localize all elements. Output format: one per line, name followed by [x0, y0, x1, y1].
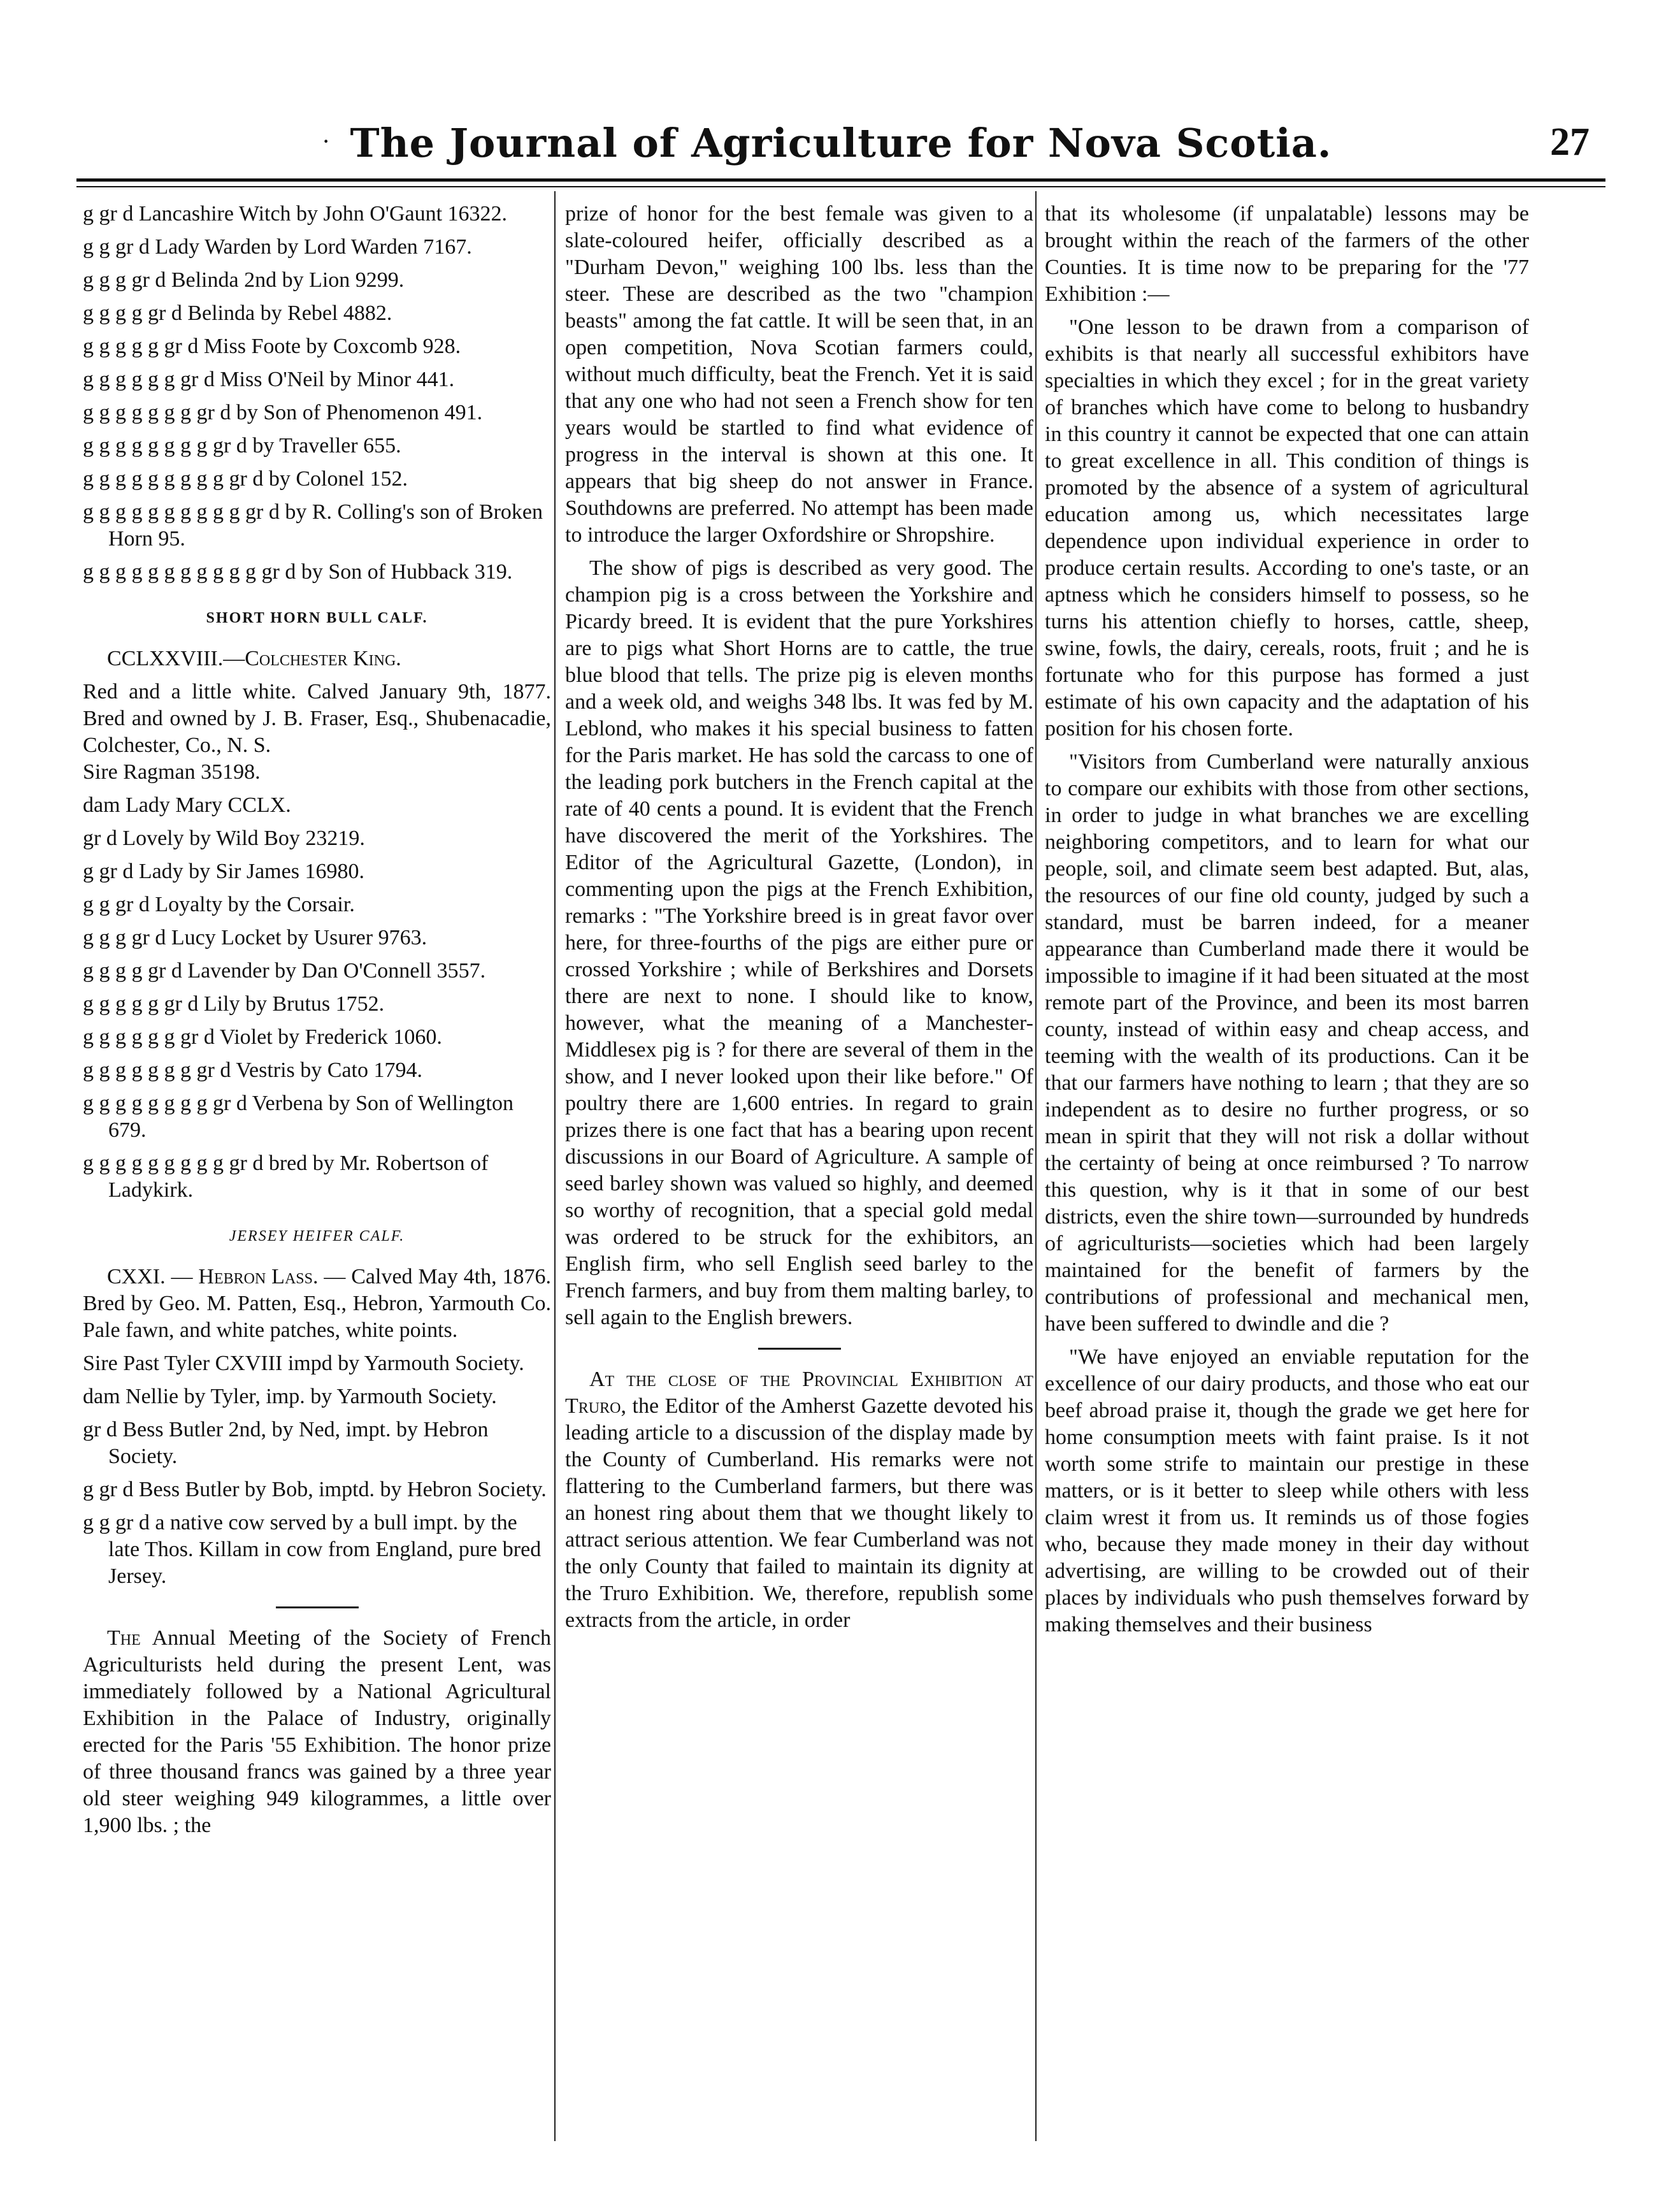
- entry-title: CCLXXVIII.—Colchester King.: [107, 647, 401, 670]
- section-heading-bull-calf: SHORT HORN BULL CALF.: [206, 610, 428, 626]
- pedigree-list-3: [83, 1350, 551, 1590]
- entry-heading: [83, 1264, 551, 1344]
- entry-heading: [83, 646, 551, 672]
- pedigree-line: g g g g gr d Belinda by Rebel 4882.: [83, 301, 392, 325]
- column-1: [83, 201, 551, 1845]
- pedigree-line: g gr d Lady by Sir James 16980.: [83, 860, 364, 883]
- article-paragraph: "One lesson to be drawn from a comparison of exhibits is that nearly all successful exhibitors have specialties in which they excel ; for in the great variety of branches which have come to belong to husbandry in this country it cannot be expected that one can attain to great excellence in all. This condition of things is promoted by the absence of a system of agricultural education among us, which necessitates large dependence upon individual experience in order to produce certain results. According to one's taste, or an aptness which he considers himself to possess, so he turns his attention chiefly to horses, cattle, sheep, swine, fowls, the dairy, cereals, roots, fruit ; and he is fortunate who for this purpose has formed a just estimate of his own capacity and the adaptation of his position for his chosen forte.: [1045, 315, 1529, 740]
- page-header: [76, 96, 1605, 172]
- article-paragraph: that its wholesome (if unpalatable) lessons may be brought within the reach of the farmers of the other Counties. It is time now to be preparing for the '77 Exhibition :—: [1045, 202, 1529, 306]
- pedigree-line: g g g g g g g g gr d Verbena by Son of Wellington 679.: [83, 1092, 513, 1142]
- lead-in: At the close of the Provincial Exhibition at Truro,: [565, 1368, 1033, 1418]
- column-divider-1: [554, 191, 556, 2141]
- pedigree-line: g g g g g g g gr d by Son of Phenomenon 491.: [83, 401, 483, 424]
- article-paragraph: The show of pigs is described as very good. The champion pig is a cross between the Yorkshire and Picardy breed. It is evident that the pure Yorkshires are to pigs what Short Horns are to cattle, the true blue blood that tells. The prize pig is eleven months and a week old, and weighs 348 lbs. It was fed by M. Leblond, who makes it his special business to fatten for the Paris market. He has sold the carcass to one of the leading pork butchers in the French capital at the rate of 40 cents a pound. It is evident that the French have discovered the merit of the Yorkshires. The Editor of the Agricultural Gazette, (London), in commenting upon the pigs at the French Exhibition, remarks : "The Yorkshire breed is in great favor over here, for three-fourths of the pigs are either pure or crossed Yorkshire ; while of Berkshires and Dorsets there are next to none. I should like to know, however, what the meaning of a Manchester-Middlesex pig is ? for there are several of them in the show, and I never looked upon their like before." Of poultry there are 1,600 entries. In regard to grain prizes there is one fact that has a bearing upon recent discussions in our Board of Agriculture. A sample of seed barley shown was valued so highly, and deemed so worthy of recognition, that a special gold medal was ordered to be struck for the exhibitors, an English firm, who sell English seed barley to the French farmers, and buy from them malting barley, to sell again to the English brewers.: [565, 556, 1033, 1329]
- column-2: [565, 201, 1033, 1640]
- pedigree-line: g g g g g gr d Miss Foote by Coxcomb 928.: [83, 335, 461, 358]
- pedigree-line: dam Lady Mary CCLX.: [83, 793, 291, 817]
- pedigree-line: g g g gr d Belinda 2nd by Lion 9299.: [83, 268, 405, 292]
- pedigree-line: g g gr d Lady Warden by Lord Warden 7167.: [83, 235, 472, 259]
- pedigree-line: Sire Ragman 35198.: [83, 760, 261, 784]
- article-paragraph: "Visitors from Cumberland were naturally anxious to compare our exhibits with those from other sections, in order to judge in what branches we are excelling neighboring competitors, and to learn for what our people, soil, and climate seem best adapted. But, alas, the resources of our fine old county, judged by such a standard, must be barren indeed, for a meaner appearance than Cumberland made there it would be impossible to imagine if it had been situated at the most remote part of the Province, and been its most barren county, instead of within easy and cheap access, and teeming with the wealth of its productions. Can it be that our farmers have nothing to learn ; that they are so independent as to desire no further progress, or so mean in spirit that they will not risk a dollar without the certainty of being at once reimbursed ? To narrow this question, why is it that in some of our best districts, even the shire town—surrounded by hundreds of agriculturists—societies which had been largely maintained for the benefit of farmers by the contributions of professional and mechanical men, have been suffered to dwindle and die ?: [1045, 750, 1529, 1336]
- column-3: [1045, 201, 1529, 1645]
- pedigree-line: g g g g gr d Lavender by Dan O'Connell 3557.: [83, 959, 486, 983]
- header-rule: [76, 178, 1605, 182]
- pedigree-line: g g g g g g gr d Miss O'Neil by Minor 441.: [83, 368, 455, 391]
- pedigree-line: gr d Bess Butler 2nd, by Ned, impt. by Hebron Society.: [83, 1418, 489, 1468]
- pedigree-line: g g gr d a native cow served by a bull impt. by the late Thos. Killam in cow from England, pure bred Jersey.: [83, 1511, 542, 1588]
- dropcap-word: The: [107, 1626, 141, 1650]
- pedigree-line: gr d Lovely by Wild Boy 23219.: [83, 826, 365, 850]
- pedigree-line: g g g g g g g gr d Vestris by Cato 1794.: [83, 1058, 422, 1082]
- article-paragraph: [565, 1366, 1033, 1634]
- paragraph-text: the Editor of the Amherst Gazette devoted his leading article to a discussion of the display made by the County of Cumberland. His remarks were not flattering to the Cumberland farmers, but there was an honest ring about them that we thought likely to attract serious attention. We fear Cumberland was not the only County that failed to maintain its dignity at the Truro Exhibition. We, therefore, republish some extracts from the article, in order: [565, 1394, 1033, 1632]
- entry-title: CXXI. — Hebron Lass. —: [107, 1265, 346, 1288]
- entry-body: Calved May 4th, 1876. Bred by Geo. M. Patten, Esq., Hebron, Yarmouth Co. Pale fawn, and white patches, white points.: [83, 1265, 551, 1342]
- pedigree-list-1: [83, 201, 551, 586]
- section-heading-jersey-heifer: JERSEY HEIFER CALF.: [229, 1228, 405, 1245]
- pedigree-line: g g g gr d Lucy Locket by Usurer 9763.: [83, 926, 427, 949]
- pedigree-line: g g g g g g g g g gr d by Colonel 152.: [83, 467, 408, 491]
- section-divider: [276, 1606, 359, 1608]
- article-paragraph: [83, 1625, 551, 1839]
- section-divider: [758, 1348, 841, 1350]
- header-rule-thin: [76, 186, 1605, 187]
- pedigree-line: g g g g g g g g g gr d bred by Mr. Robertson of Ladykirk.: [83, 1151, 489, 1202]
- masthead-title: The Journal of Agriculture for Nova Scotia.: [350, 120, 1332, 166]
- pedigree-line: g g gr d Loyalty by the Corsair.: [83, 893, 355, 916]
- pedigree-line: g gr d Lancashire Witch by John O'Gaunt 16322.: [83, 202, 508, 226]
- pedigree-line: dam Nellie by Tyler, imp. by Yarmouth Society.: [83, 1385, 497, 1408]
- article-paragraph: "We have enjoyed an enviable reputation for the excellence of our dairy products, and those who eat our beef abroad praise it, though the grade we get here for home consumption meets with faint praise. Is it not worth some strife to maintain our prestige in these matters, or is it better to sleep while others with less claim wrest it from us. It reminds us of those fogies who, because they made money in their day without advertising, are willing to be crowded out of their places by individuals who push themselves forward by making themselves and their business: [1045, 1345, 1529, 1636]
- paragraph-text: Annual Meeting of the Society of French Agriculturists held during the present Lent, was immediately followed by a National Agricultural Exhibition in the Palace of Industry, originally erected for the Paris '55 Exhibition. The honor prize of three thousand francs was gained by a three year old steer weighing 949 kilogrammes, a little over 1,900 lbs. ; the: [83, 1626, 551, 1837]
- pedigree-line: g g g g g g gr d Violet by Frederick 1060.: [83, 1025, 442, 1049]
- pedigree-line: g g g g g g g g g g g gr d by Son of Hubback 319.: [83, 560, 513, 584]
- entry-body: Red and a little white. Calved January 9th, 1877. Bred and owned by J. B. Fraser, Esq., Shubenacadie, Colchester, Co., N. S.: [83, 680, 551, 757]
- pedigree-line: g g g g g g g g g g gr d by R. Colling's son of Broken Horn 95.: [83, 500, 543, 551]
- pedigree-line: g g g g g g g g gr d by Traveller 655.: [83, 434, 401, 458]
- header-dot: ·: [322, 127, 331, 155]
- pedigree-line: g g g g g gr d Lily by Brutus 1752.: [83, 992, 385, 1016]
- pedigree-list-2: [83, 759, 551, 1204]
- pedigree-line: Sire Past Tyler CXVIII impd by Yarmouth Society.: [83, 1352, 524, 1375]
- article-paragraph: prize of honor for the best female was given to a slate-coloured heifer, officially described as a "Durham Devon," weighing 100 lbs. less than the steer. These are described as the two "champion beasts" among the fat cattle. It will be seen that, in an open competition, Nova Scotian farmers could, without much difficulty, beat the French. Yet it is said that any one who had not seen a French show for ten years would be startled to find what evidence of progress in the interval is shown at this one. It appears that big sheep do not answer in France. Southdowns are preferred. No attempt has been made to introduce the larger Oxfordshire or Shropshire.: [565, 202, 1033, 547]
- page-number: 27: [1550, 120, 1590, 164]
- pedigree-line: g gr d Bess Butler by Bob, imptd. by Hebron Society.: [83, 1478, 547, 1501]
- column-divider-2: [1035, 191, 1037, 2141]
